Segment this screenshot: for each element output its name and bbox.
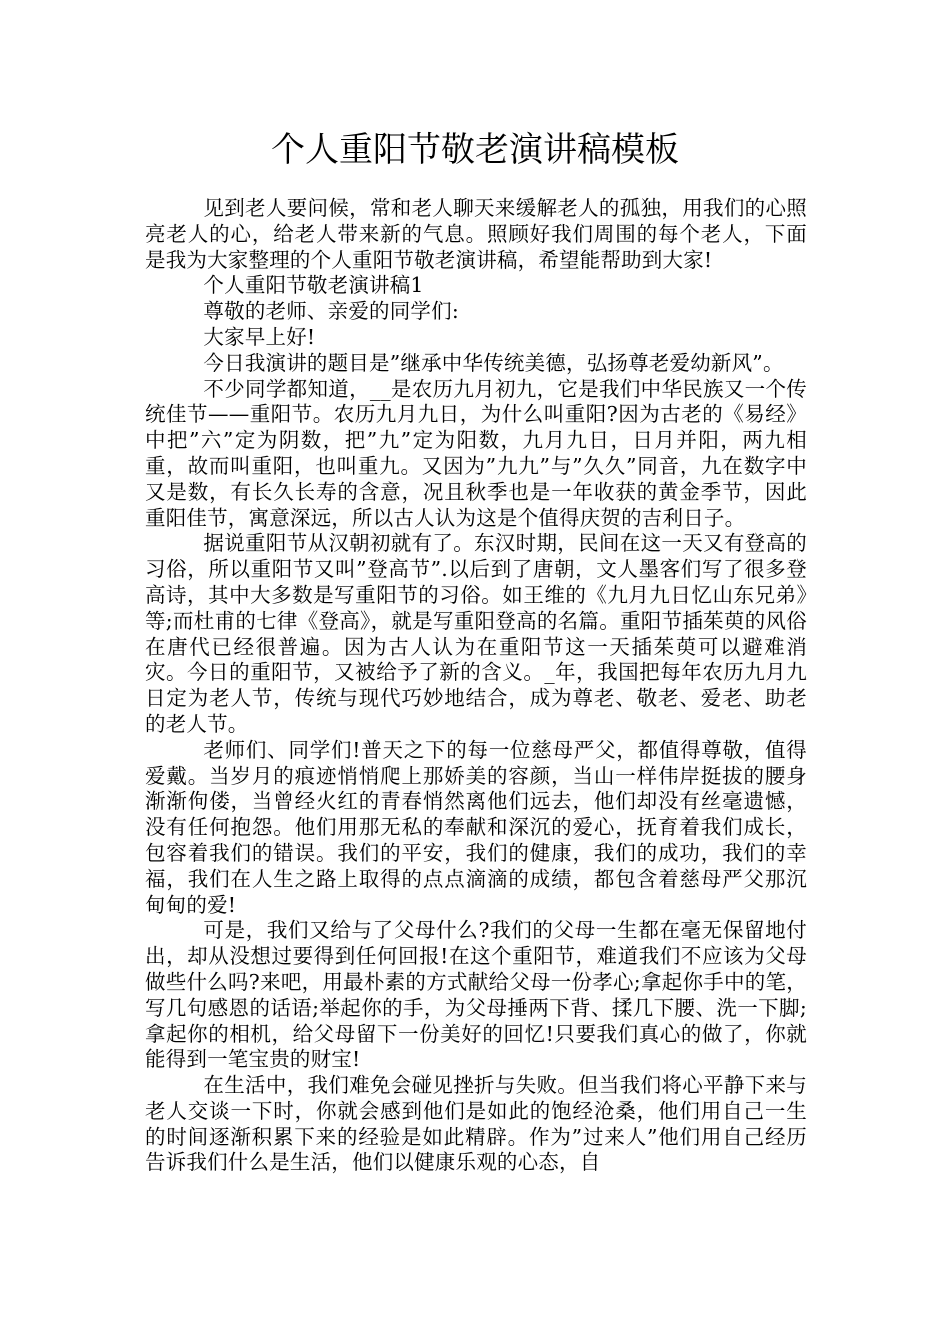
intro-paragraph: 见到老人要问候，常和老人聊天来缓解老人的孤独，用我们的心照亮老人的心，给老人带来新的气息。照顾好我们周围的每个老人，下面是我为大家整理的个人重阳节敬老演讲稿，希望能帮助到大家!: [145, 196, 807, 272]
body-paragraph: 不少同学都知道，__是农历九月初九，它是我们中华民族又一个传统佳节——重阳节。农历九月九日，为什么叫重阳?因为古老的《易经》中把”六”定为阴数，把”九”定为阳数，九月九日，日月并阳，两九相重，故而叫重阳，也叫重九。又因为”九九”与”久久”同音，九在数字中又是数，有长久长寿的含意，况且秋季也是一年收获的黄金季节，因此重阳佳节，寓意深远，所以古人认为这是个值得庆贺的吉利日子。: [145, 376, 807, 530]
section-heading: 个人重阳节敬老演讲稿1: [203, 273, 424, 298]
body-paragraph: 可是，我们又给与了父母什么?我们的父母一生都在毫无保留地付出，却从没想过要得到任何回报!在这个重阳节，难道我们不应该为父母做些什么吗?来吧，用最朴素的方式献给父母一份孝心;拿起你手中的笔，写几句感恩的话语;举起你的手，为父母捶两下背、揉几下腰、洗一下脚;拿起你的相机，给父母留下一份美好的回忆!只要我们真心的做了，你就能得到一笔宝贵的财宝!: [145, 918, 807, 1072]
document-title: 个人重阳节敬老演讲稿模板: [271, 130, 679, 170]
body-paragraph: 据说重阳节从汉朝初就有了。东汉时期，民间在这一天又有登高的习俗，所以重阳节又叫”登高节”.以后到了唐朝，文人墨客们写了很多登高诗，其中大多数是写重阳节的习俗。如王维的《九月九日忆山东兄弟》等;而杜甫的七律《登高》，就是写重阳登高的名篇。重阳节插茱萸的风俗在唐代已经很普遍。因为古人认为在重阳节这一天插茱萸可以避难消灾。今日的重阳节，又被给予了新的含义。_年，我国把每年农历九月九日定为老人节，传统与现代巧妙地结合，成为尊老、敬老、爱老、助老的老人节。: [145, 531, 807, 736]
document-body: [145, 196, 807, 1176]
speech-topic: 今日我演讲的题目是”继承中华传统美德，弘扬尊老爱幼新风”。: [203, 350, 784, 375]
greeting: 大家早上好!: [203, 324, 316, 349]
salutation: 尊敬的老师、亲爱的同学们:: [203, 299, 459, 324]
body-paragraph: 老师们、同学们!普天之下的每一位慈母严父，都值得尊敬，值得爱戴。当岁月的痕迹悄悄爬上那娇美的容颜，当山一样伟岸挺拔的腰身渐渐佝偻，当曾经火红的青春悄然离他们远去，他们却没有丝毫遗憾，没有任何抱怨。他们用那无私的奉献和深沉的爱心，抚育着我们成长，包容着我们的错误。我们的平安，我们的健康，我们的成功，我们的幸福，我们在人生之路上取得的点点滴滴的成绩，都包含着慈母严父那沉甸甸的爱!: [145, 737, 807, 917]
body-paragraph: 在生活中，我们难免会碰见挫折与失败。但当我们将心平静下来与老人交谈一下时，你就会感到他们是如此的饱经沧桑，他们用自己一生的时间逐渐积累下来的经验是如此精辟。作为”过来人”他们用自己经历告诉我们什么是生活，他们以健康乐观的心态，自: [145, 1073, 807, 1175]
